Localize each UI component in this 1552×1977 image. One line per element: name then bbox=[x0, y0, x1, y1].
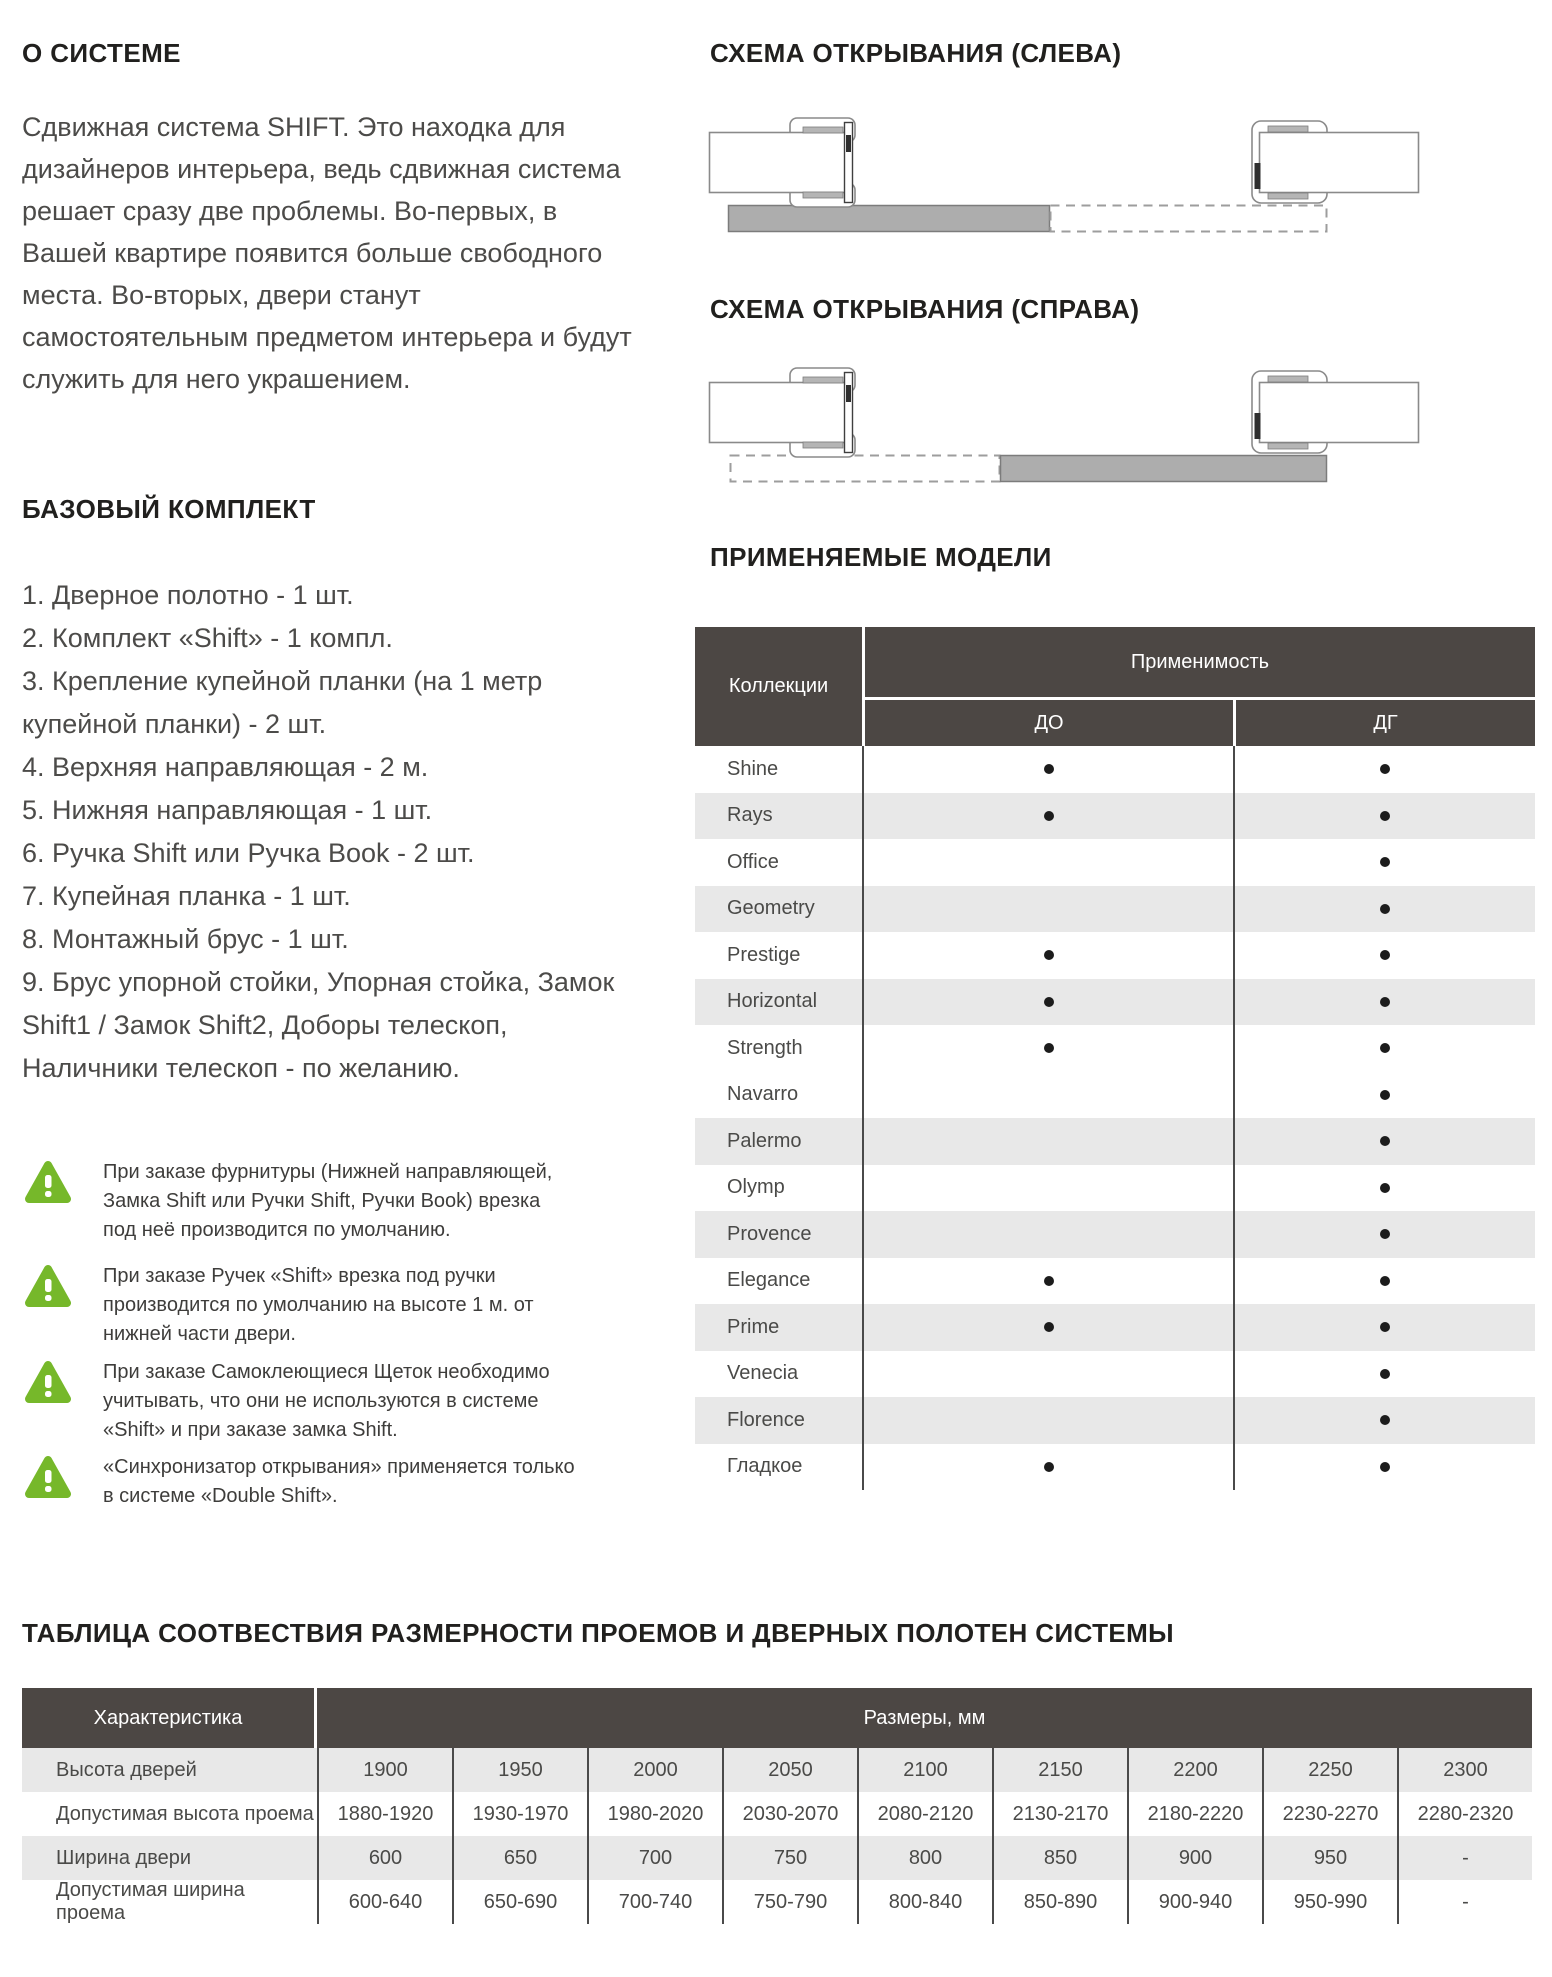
model-name: Prime bbox=[727, 1315, 780, 1338]
model-name: Office bbox=[727, 850, 779, 873]
size-value-cell: 800 bbox=[857, 1836, 992, 1880]
size-value-cell: 1930-1970 bbox=[452, 1792, 587, 1836]
models-table bbox=[695, 627, 1535, 1490]
model-name: Geometry bbox=[727, 897, 815, 920]
do-cell bbox=[862, 1165, 1233, 1212]
size-value-cell: 950-990 bbox=[1262, 1880, 1397, 1924]
model-name: Olymp bbox=[727, 1176, 785, 1199]
left-wall-section bbox=[710, 133, 852, 193]
model-name: Гладкое bbox=[727, 1455, 803, 1478]
size-value-cell: 600-640 bbox=[317, 1880, 452, 1924]
applicability-dot bbox=[1380, 950, 1390, 960]
door-travel-dashed-outline bbox=[1051, 206, 1327, 232]
scheme-left-title: СХЕМА ОТКРЫВАНИЯ (СЛЕВА) bbox=[710, 38, 1122, 68]
applicability-dot bbox=[1044, 997, 1054, 1007]
dg-cell bbox=[1233, 1211, 1535, 1258]
size-value-cell: 1900 bbox=[317, 1748, 452, 1792]
applicability-dot bbox=[1380, 1369, 1390, 1379]
size-value-cell: 2100 bbox=[857, 1748, 992, 1792]
size-value-cell: 2030-2070 bbox=[722, 1792, 857, 1836]
dg-cell bbox=[1233, 1025, 1535, 1072]
kit-list-item: 9. Брус упорной стойки, Упорная стойка, Замок Shift1 / Замок Shift2, Доборы телескоп, Наличники телескоп - по желанию. bbox=[22, 967, 615, 1083]
size-value-cell: 1950 bbox=[452, 1748, 587, 1792]
models-table-row bbox=[695, 1397, 1535, 1444]
do-cell bbox=[862, 1397, 1233, 1444]
about-section-title: О СИСТЕМЕ bbox=[22, 38, 181, 68]
models-table-row bbox=[695, 1118, 1535, 1165]
opening-scheme-right-diagram bbox=[708, 345, 1420, 485]
applicability-dot bbox=[1380, 811, 1390, 821]
warning-note-text: При заказе фурнитуры (Нижней направляющей, Замка Shift или Ручки Shift, Ручки Book) врезка под неё производится по умолчанию. bbox=[103, 1161, 553, 1241]
applicability-dot bbox=[1380, 1183, 1390, 1193]
size-row-label: Допустимая высота проема bbox=[56, 1802, 314, 1825]
dg-cell bbox=[1233, 1072, 1535, 1119]
size-value-cell: 950 bbox=[1262, 1836, 1397, 1880]
do-cell bbox=[862, 1351, 1233, 1398]
models-table-row bbox=[695, 1211, 1535, 1258]
dg-cell bbox=[1233, 1118, 1535, 1165]
do-cell bbox=[862, 1258, 1233, 1305]
do-cell bbox=[862, 1118, 1233, 1165]
size-table-body bbox=[22, 1748, 1532, 1924]
size-value-cell: 1980-2020 bbox=[587, 1792, 722, 1836]
size-table-row bbox=[22, 1880, 1532, 1924]
size-value-cell: 650-690 bbox=[452, 1880, 587, 1924]
do-cell bbox=[862, 1072, 1233, 1119]
dg-cell bbox=[1233, 746, 1535, 793]
model-name: Navarro bbox=[727, 1083, 799, 1106]
dg-cell bbox=[1233, 1165, 1535, 1212]
models-section-title: ПРИМЕНЯЕМЫЕ МОДЕЛИ bbox=[710, 542, 1052, 572]
warning-note-text: «Синхронизатор открывания» применяется только в системе «Double Shift». bbox=[103, 1456, 575, 1507]
model-name: Venecia bbox=[727, 1362, 799, 1385]
models-table-row bbox=[695, 1025, 1535, 1072]
kit-list-item: 7. Купейная планка - 1 шт. bbox=[22, 881, 351, 911]
size-value-cell: - bbox=[1397, 1836, 1532, 1880]
size-value-cell: 600 bbox=[317, 1836, 452, 1880]
applicability-dot bbox=[1380, 857, 1390, 867]
applicability-dot bbox=[1380, 1322, 1390, 1332]
kit-list-item: 6. Ручка Shift или Ручка Book - 2 шт. bbox=[22, 838, 475, 868]
models-table-row bbox=[695, 1351, 1535, 1398]
models-table-row bbox=[695, 746, 1535, 793]
kit-list-item: 1. Дверное полотно - 1 шт. bbox=[22, 580, 354, 610]
warning-note bbox=[23, 1453, 583, 1511]
model-name: Strength bbox=[727, 1036, 803, 1059]
applicability-dot bbox=[1380, 1090, 1390, 1100]
right-wall-section bbox=[1260, 133, 1419, 193]
size-row-label: Высота дверей bbox=[56, 1758, 197, 1781]
applicability-dot bbox=[1044, 811, 1054, 821]
size-row-label: Ширина двери bbox=[56, 1846, 192, 1869]
models-table-row bbox=[695, 839, 1535, 886]
model-name: Palermo bbox=[727, 1129, 802, 1152]
size-value-cell: 700-740 bbox=[587, 1880, 722, 1924]
size-value-cell: 750-790 bbox=[722, 1880, 857, 1924]
size-value-cell: 2180-2220 bbox=[1127, 1792, 1262, 1836]
dg-cell bbox=[1233, 839, 1535, 886]
dg-cell bbox=[1233, 979, 1535, 1026]
size-value-cell: 2280-2320 bbox=[1397, 1792, 1532, 1836]
applicability-dot bbox=[1044, 1043, 1054, 1053]
dg-cell bbox=[1233, 932, 1535, 979]
door-panel-open-position bbox=[729, 206, 1050, 232]
size-value-cell: 2130-2170 bbox=[992, 1792, 1127, 1836]
model-name: Prestige bbox=[727, 943, 801, 966]
dg-cell bbox=[1233, 1351, 1535, 1398]
model-name: Florence bbox=[727, 1408, 805, 1431]
collections-column-header: Коллекции bbox=[695, 627, 862, 746]
models-table-row bbox=[695, 1304, 1535, 1351]
model-name: Horizontal bbox=[727, 990, 818, 1013]
dg-column-header: ДГ bbox=[1236, 700, 1535, 746]
applicability-dot bbox=[1044, 1462, 1054, 1472]
models-table-body bbox=[695, 746, 1535, 1490]
size-value-cell: 2080-2120 bbox=[857, 1792, 992, 1836]
size-value-cell: 700 bbox=[587, 1836, 722, 1880]
models-table-row bbox=[695, 1258, 1535, 1305]
size-value-cell: 2250 bbox=[1262, 1748, 1397, 1792]
dg-cell bbox=[1233, 1397, 1535, 1444]
size-value-cell: 800-840 bbox=[857, 1880, 992, 1924]
kit-list-item: 5. Нижняя направляющая - 1 шт. bbox=[22, 795, 433, 825]
kit-list-item: 4. Верхняя направляющая - 2 м. bbox=[22, 752, 429, 782]
sizes-column-header: Размеры, мм bbox=[317, 1688, 1532, 1748]
size-value-cell: 2000 bbox=[587, 1748, 722, 1792]
do-cell bbox=[862, 886, 1233, 933]
size-value-cell: 750 bbox=[722, 1836, 857, 1880]
dg-cell bbox=[1233, 886, 1535, 933]
applicability-dot bbox=[1044, 1276, 1054, 1286]
size-value-cell: 2300 bbox=[1397, 1748, 1532, 1792]
models-table-row bbox=[695, 1165, 1535, 1212]
applicability-dot bbox=[1380, 1462, 1390, 1472]
size-value-cell: 2230-2270 bbox=[1262, 1792, 1397, 1836]
opening-scheme-left-diagram bbox=[708, 95, 1420, 235]
size-table-row bbox=[22, 1792, 1532, 1836]
size-row-label: Допустимая ширина проема bbox=[56, 1879, 245, 1924]
applicability-dot bbox=[1380, 764, 1390, 774]
warning-note bbox=[23, 1158, 583, 1245]
model-name: Shine bbox=[727, 757, 779, 780]
size-table bbox=[22, 1688, 1532, 1924]
do-cell bbox=[862, 1304, 1233, 1351]
do-cell bbox=[862, 793, 1233, 840]
applicability-dot bbox=[1044, 950, 1054, 960]
door-travel-dashed-outline bbox=[731, 456, 1000, 482]
left-wall-section bbox=[710, 383, 852, 443]
applicability-dot bbox=[1380, 1276, 1390, 1286]
kit-list-item: 3. Крепление купейной планки (на 1 метр купейной планки) - 2 шт. bbox=[22, 666, 543, 739]
door-panel-open-position bbox=[1001, 456, 1327, 482]
size-value-cell: 900 bbox=[1127, 1836, 1262, 1880]
do-cell bbox=[862, 839, 1233, 886]
dg-cell bbox=[1233, 793, 1535, 840]
size-value-cell: 850 bbox=[992, 1836, 1127, 1880]
right-wall-section bbox=[1260, 383, 1419, 443]
size-value-cell: 650 bbox=[452, 1836, 587, 1880]
do-cell bbox=[862, 1444, 1233, 1491]
applicability-dot bbox=[1044, 1322, 1054, 1332]
size-value-cell: 2200 bbox=[1127, 1748, 1262, 1792]
do-cell bbox=[862, 932, 1233, 979]
models-table-row bbox=[695, 979, 1535, 1026]
kit-section-title: БАЗОВЫЙ КОМПЛЕКТ bbox=[22, 494, 316, 524]
kit-list-item: 8. Монтажный брус - 1 шт. bbox=[22, 924, 349, 954]
warning-triangle-icon bbox=[23, 1455, 73, 1501]
applicability-dot bbox=[1380, 1136, 1390, 1146]
applicability-dot bbox=[1380, 904, 1390, 914]
size-value-cell: 850-890 bbox=[992, 1880, 1127, 1924]
models-table-row bbox=[695, 793, 1535, 840]
model-name: Rays bbox=[727, 804, 773, 827]
applicability-dot bbox=[1380, 1043, 1390, 1053]
size-value-cell: 2150 bbox=[992, 1748, 1127, 1792]
models-table-row bbox=[695, 886, 1535, 933]
warning-note-text: При заказе Самоклеющиеся Щеток необходимо учитывать, что они не используются в системе «Shift» и при заказе замка Shift. bbox=[103, 1361, 550, 1441]
models-table-row bbox=[695, 932, 1535, 979]
dg-cell bbox=[1233, 1258, 1535, 1305]
characteristic-column-header: Характеристика bbox=[22, 1688, 314, 1748]
size-value-cell: 900-940 bbox=[1127, 1880, 1262, 1924]
dg-cell bbox=[1233, 1444, 1535, 1491]
warning-triangle-icon bbox=[23, 1360, 73, 1406]
model-name: Provence bbox=[727, 1222, 812, 1245]
applicability-dot bbox=[1380, 1415, 1390, 1425]
model-name: Elegance bbox=[727, 1269, 811, 1292]
about-paragraph: Сдвижная система SHIFT. Это находка для дизайнеров интерьера, ведь сдвижная система решает сразу две проблемы. Во-первых, в Вашей квартире появится больше свободного места. Во-вторых, двери станут самостоятельным предметом интерьера и будут служить для него украшением. bbox=[22, 112, 632, 394]
size-table-title: ТАБЛИЦА СООТВЕСТВИЯ РАЗМЕРНОСТИ ПРОЕМОВ И ДВЕРНЫХ ПОЛОТЕН СИСТЕМЫ bbox=[22, 1618, 1175, 1648]
do-cell bbox=[862, 1211, 1233, 1258]
models-table-header bbox=[695, 627, 1535, 746]
size-table-header bbox=[22, 1688, 1532, 1748]
kit-list-item: 2. Комплект «Shift» - 1 компл. bbox=[22, 623, 393, 653]
applicability-column-header: Применимость bbox=[865, 627, 1535, 697]
warning-note-text: При заказе Ручек «Shift» врезка под ручки производится по умолчанию на высоте 1 м. от нижней части двери. bbox=[103, 1265, 534, 1345]
do-cell bbox=[862, 1025, 1233, 1072]
size-value-cell: 2050 bbox=[722, 1748, 857, 1792]
models-table-row bbox=[695, 1072, 1535, 1119]
size-table-row bbox=[22, 1836, 1532, 1880]
do-cell bbox=[862, 979, 1233, 1026]
applicability-dot bbox=[1044, 764, 1054, 774]
do-cell bbox=[862, 746, 1233, 793]
applicability-dot bbox=[1380, 1229, 1390, 1239]
warning-note bbox=[23, 1358, 583, 1445]
dg-cell bbox=[1233, 1304, 1535, 1351]
scheme-right-title: СХЕМА ОТКРЫВАНИЯ (СПРАВА) bbox=[710, 294, 1140, 324]
models-table-row bbox=[695, 1444, 1535, 1491]
do-column-header: ДО bbox=[865, 700, 1233, 746]
warning-triangle-icon bbox=[23, 1160, 73, 1206]
size-value-cell: - bbox=[1397, 1880, 1532, 1924]
warning-triangle-icon bbox=[23, 1264, 73, 1310]
size-table-row bbox=[22, 1748, 1532, 1792]
warning-note bbox=[23, 1262, 583, 1349]
applicability-dot bbox=[1380, 997, 1390, 1007]
size-value-cell: 1880-1920 bbox=[317, 1792, 452, 1836]
kit-list bbox=[22, 574, 634, 1090]
